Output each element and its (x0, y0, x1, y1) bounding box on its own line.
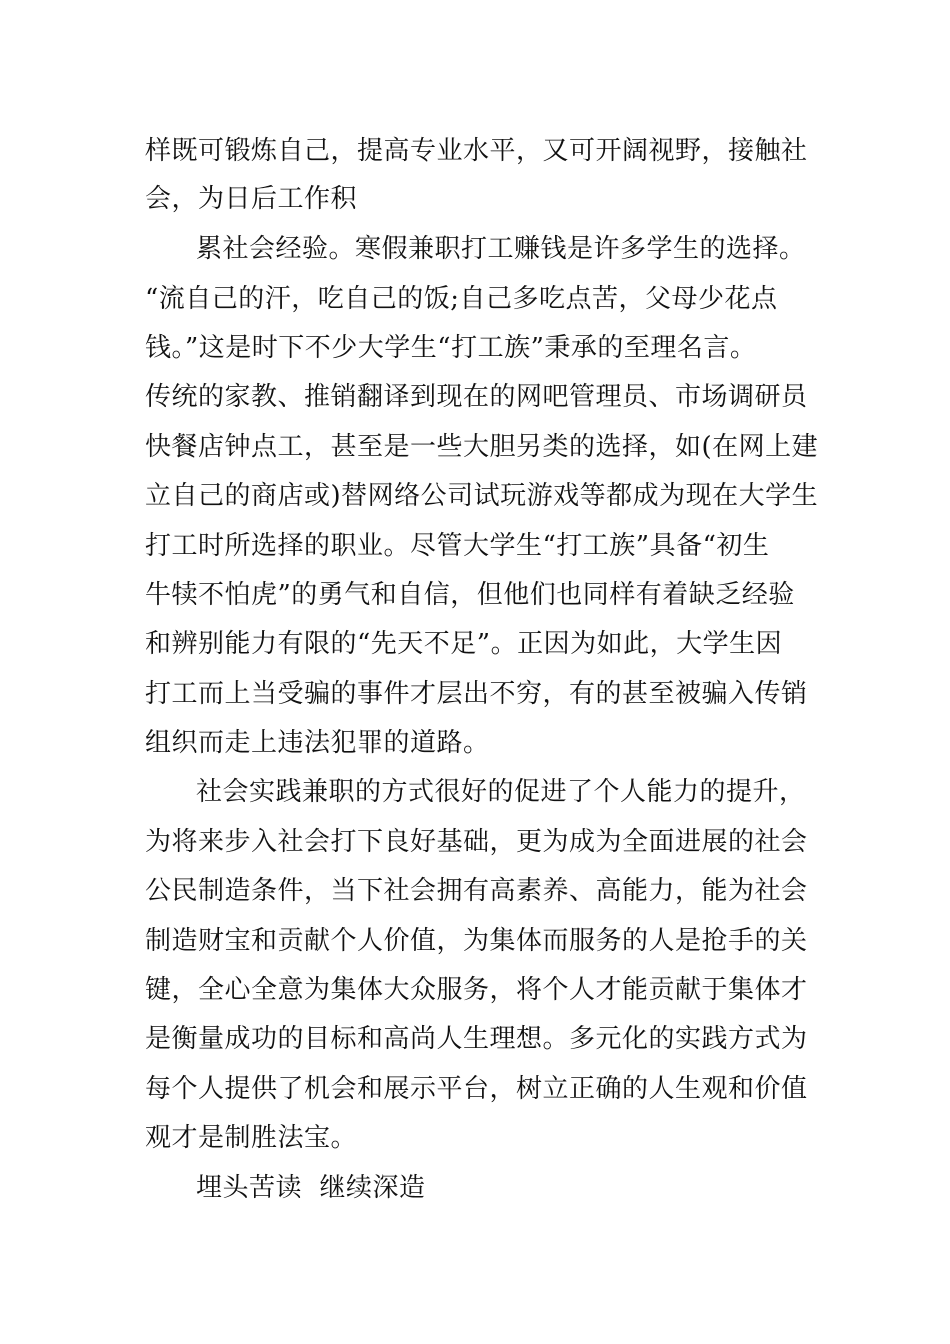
text-line: 传统的家教、推销翻译到现在的网吧管理员、市场调研员 (145, 382, 808, 412)
section-heading: 埋头苦读 继续深造 (196, 1173, 426, 1203)
text-line: 公民制造条件，当下社会拥有高素养、高能力，能为社会 (145, 876, 808, 906)
paragraph-first-line: 累社会经验。寒假兼职打工赚钱是许多学生的选择。 (196, 234, 806, 264)
text-line: 打工而上当受骗的事件才层出不穷，有的甚至被骗入传销 (145, 679, 808, 709)
text-line: 和辨别能力有限的“先天不足”。正因为如此，大学生因 (145, 629, 783, 659)
text-line: 组织而走上违法犯罪的道路。 (145, 728, 490, 758)
text-line: 会，为日后工作积 (145, 184, 358, 214)
text-line: 立自己的商店或)替网络公司试玩游戏等都成为现在大学生 (145, 481, 819, 511)
text-line: 钱。”这是时下不少大学生“打工族”秉承的至理名言。 (145, 333, 757, 363)
text-line: 打工时所选择的职业。尽管大学生“打工族”具备“初生 (145, 531, 770, 561)
text-line: 是衡量成功的目标和高尚人生理想。多元化的实践方式为 (145, 1024, 808, 1054)
text-line: 每个人提供了机会和展示平台，树立正确的人生观和价值 (145, 1074, 808, 1104)
paragraph-first-line: 社会实践兼职的方式很好的促进了个人能力的提升， (196, 777, 806, 807)
text-line: 样既可锻炼自己，提高专业水平，又可开阔视野，接触社 (145, 136, 808, 166)
text-line: 为将来步入社会打下良好基础，更为成为全面进展的社会 (145, 827, 808, 857)
text-line: “流自己的汗，吃自己的饭;自己多吃点苦，父母少花点 (145, 284, 778, 314)
text-line: 键，全心全意为集体大众服务，将个人才能贡献于集体才 (145, 975, 808, 1005)
text-line: 制造财宝和贡献个人价值，为集体而服务的人是抢手的关 (145, 926, 808, 956)
text-line: 快餐店钟点工，甚至是一些大胆另类的选择，如(在网上建 (145, 432, 819, 462)
text-line: 观才是制胜法宝。 (145, 1123, 358, 1153)
text-line: 牛犊不怕虎”的勇气和自信，但他们也同样有着缺乏经验 (145, 580, 795, 610)
